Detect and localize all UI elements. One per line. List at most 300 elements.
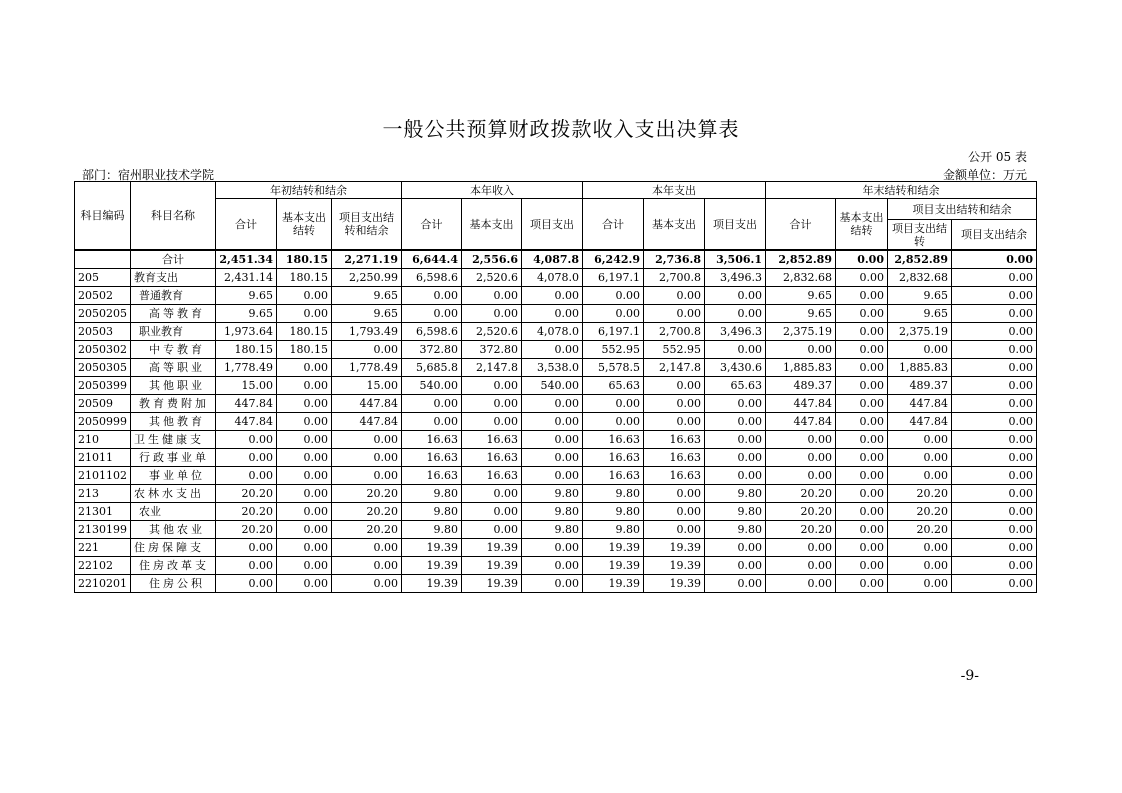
table-row xyxy=(75,305,1037,323)
row-name: 其他农业 xyxy=(131,521,216,539)
row-name: 住房改革支 xyxy=(131,557,216,575)
row-value: 0.00 xyxy=(462,377,522,395)
row-value: 19.39 xyxy=(462,539,522,557)
row-value: 0.00 xyxy=(644,287,705,305)
row-value: 447.84 xyxy=(888,413,952,431)
row-value: 0.00 xyxy=(766,539,836,557)
row-value: 19.39 xyxy=(583,575,644,593)
row-value: 0.00 xyxy=(277,395,332,413)
row-value: 19.39 xyxy=(402,557,462,575)
row-name: 农业 xyxy=(131,503,216,521)
row-value: 0.00 xyxy=(952,467,1037,485)
row-value: 447.84 xyxy=(766,413,836,431)
row-value: 0.00 xyxy=(705,557,766,575)
row-value: 540.00 xyxy=(522,377,583,395)
row-name: 卫生健康支 xyxy=(131,431,216,449)
row-value: 2,700.8 xyxy=(644,323,705,341)
row-value: 0.00 xyxy=(836,449,888,467)
row-value: 15.00 xyxy=(216,377,277,395)
row-value: 0.00 xyxy=(888,431,952,449)
row-value: 5,685.8 xyxy=(402,359,462,377)
row-value: 0.00 xyxy=(952,359,1037,377)
row-name: 其他职业 xyxy=(131,377,216,395)
row-code: 2050205 xyxy=(75,305,131,323)
row-value: 0.00 xyxy=(836,485,888,503)
row-name: 职业教育 xyxy=(131,323,216,341)
row-value: 0.00 xyxy=(277,377,332,395)
row-value: 16.63 xyxy=(644,431,705,449)
row-value: 16.63 xyxy=(583,449,644,467)
row-value: 0.00 xyxy=(952,377,1037,395)
row-name: 其他教育 xyxy=(131,413,216,431)
row-value: 0.00 xyxy=(644,377,705,395)
row-value: 65.63 xyxy=(705,377,766,395)
row-value: 180.15 xyxy=(216,341,277,359)
row-value: 0.00 xyxy=(277,359,332,377)
row-value: 9.80 xyxy=(705,485,766,503)
row-value: 0.00 xyxy=(522,467,583,485)
row-value: 0.00 xyxy=(705,287,766,305)
row-code: 2050399 xyxy=(75,377,131,395)
row-value: 447.84 xyxy=(766,395,836,413)
row-value: 0.00 xyxy=(277,287,332,305)
row-value: 0.00 xyxy=(766,431,836,449)
table-row xyxy=(75,521,1037,539)
row-value: 2,832.68 xyxy=(888,269,952,287)
total-cell: 180.15 xyxy=(277,250,332,269)
header-income-project: 项目支出 xyxy=(522,199,583,251)
row-value: 0.00 xyxy=(522,449,583,467)
row-value: 0.00 xyxy=(888,575,952,593)
row-value: 1,778.49 xyxy=(216,359,277,377)
document-title: 一般公共预算财政拨款收入支出决算表 xyxy=(382,117,740,141)
row-value: 20.20 xyxy=(332,485,402,503)
row-value: 0.00 xyxy=(277,305,332,323)
row-value: 0.00 xyxy=(836,557,888,575)
row-value: 372.80 xyxy=(462,341,522,359)
table-row xyxy=(75,431,1037,449)
row-value: 0.00 xyxy=(332,449,402,467)
row-value: 180.15 xyxy=(277,269,332,287)
total-cell: 2,736.8 xyxy=(644,250,705,269)
table-row xyxy=(75,341,1037,359)
table-row xyxy=(75,413,1037,431)
row-code: 221 xyxy=(75,539,131,557)
row-value: 0.00 xyxy=(332,557,402,575)
row-code: 21301 xyxy=(75,503,131,521)
row-value: 0.00 xyxy=(888,341,952,359)
total-code xyxy=(75,250,131,269)
table-row xyxy=(75,269,1037,287)
row-value: 16.63 xyxy=(644,467,705,485)
row-value: 2,832.68 xyxy=(766,269,836,287)
header-end: 年末结转和结余 xyxy=(766,182,1037,199)
row-value: 0.00 xyxy=(766,557,836,575)
row-value: 19.39 xyxy=(402,539,462,557)
header-begin-project-carry-balance: 项目支出结转和结余 xyxy=(332,199,402,251)
row-value: 3,538.0 xyxy=(522,359,583,377)
row-value: 0.00 xyxy=(332,341,402,359)
row-value: 2,700.8 xyxy=(644,269,705,287)
total-label: 合计 xyxy=(131,250,216,269)
row-value: 16.63 xyxy=(402,431,462,449)
row-value: 20.20 xyxy=(216,521,277,539)
row-value: 0.00 xyxy=(705,431,766,449)
row-code: 2050302 xyxy=(75,341,131,359)
row-value: 65.63 xyxy=(583,377,644,395)
row-value: 180.15 xyxy=(277,323,332,341)
row-value: 1,973.64 xyxy=(216,323,277,341)
row-value: 2,375.19 xyxy=(766,323,836,341)
total-cell: 0.00 xyxy=(836,250,888,269)
row-value: 0.00 xyxy=(216,575,277,593)
row-value: 0.00 xyxy=(705,575,766,593)
row-value: 0.00 xyxy=(952,485,1037,503)
row-value: 20.20 xyxy=(888,521,952,539)
row-value: 0.00 xyxy=(216,557,277,575)
row-value: 16.63 xyxy=(462,431,522,449)
total-cell: 2,271.19 xyxy=(332,250,402,269)
header-income: 本年收入 xyxy=(402,182,583,199)
row-value: 1,885.83 xyxy=(766,359,836,377)
row-value: 19.39 xyxy=(583,557,644,575)
total-row xyxy=(75,250,1037,269)
table-row xyxy=(75,359,1037,377)
row-value: 0.00 xyxy=(705,395,766,413)
row-value: 489.37 xyxy=(766,377,836,395)
row-value: 0.00 xyxy=(836,539,888,557)
row-value: 9.65 xyxy=(216,287,277,305)
row-value: 0.00 xyxy=(952,431,1037,449)
row-value: 0.00 xyxy=(522,395,583,413)
row-code: 20503 xyxy=(75,323,131,341)
row-value: 20.20 xyxy=(216,503,277,521)
row-value: 447.84 xyxy=(216,395,277,413)
row-value: 0.00 xyxy=(522,431,583,449)
table-row xyxy=(75,449,1037,467)
row-value: 16.63 xyxy=(462,467,522,485)
row-value: 6,197.1 xyxy=(583,323,644,341)
row-value: 0.00 xyxy=(332,431,402,449)
row-value: 372.80 xyxy=(402,341,462,359)
row-value: 0.00 xyxy=(705,305,766,323)
row-value: 0.00 xyxy=(836,503,888,521)
row-value: 0.00 xyxy=(277,467,332,485)
total-cell: 2,451.34 xyxy=(216,250,277,269)
row-value: 20.20 xyxy=(766,521,836,539)
row-value: 552.95 xyxy=(644,341,705,359)
row-code: 210 xyxy=(75,431,131,449)
row-name: 农林水支出 xyxy=(131,485,216,503)
row-code: 2210201 xyxy=(75,575,131,593)
header-code: 科目编码 xyxy=(75,182,131,251)
table-row xyxy=(75,539,1037,557)
row-value: 0.00 xyxy=(836,575,888,593)
row-value: 0.00 xyxy=(277,413,332,431)
row-value: 0.00 xyxy=(836,287,888,305)
row-name: 教育费附加 xyxy=(131,395,216,413)
total-cell: 6,242.9 xyxy=(583,250,644,269)
header-end-project-carry-and-balance: 项目支出结转和结余 xyxy=(888,199,1037,220)
row-value: 0.00 xyxy=(522,341,583,359)
row-value: 2,520.6 xyxy=(462,323,522,341)
header-income-total: 合计 xyxy=(402,199,462,251)
header-end-basic-carry: 基本支出结转 xyxy=(836,199,888,251)
row-value: 0.00 xyxy=(952,413,1037,431)
table-row xyxy=(75,323,1037,341)
row-code: 2050999 xyxy=(75,413,131,431)
row-name: 住房公积 xyxy=(131,575,216,593)
row-value: 0.00 xyxy=(462,305,522,323)
row-value: 9.80 xyxy=(402,503,462,521)
row-value: 447.84 xyxy=(216,413,277,431)
row-value: 0.00 xyxy=(522,539,583,557)
row-value: 3,496.3 xyxy=(705,269,766,287)
row-value: 6,598.6 xyxy=(402,323,462,341)
row-value: 0.00 xyxy=(836,467,888,485)
row-value: 0.00 xyxy=(644,413,705,431)
row-value: 0.00 xyxy=(583,305,644,323)
row-value: 0.00 xyxy=(402,287,462,305)
row-value: 9.65 xyxy=(766,305,836,323)
row-name: 中专教育 xyxy=(131,341,216,359)
row-value: 0.00 xyxy=(888,539,952,557)
header-expense-total: 合计 xyxy=(583,199,644,251)
row-value: 0.00 xyxy=(766,449,836,467)
row-name: 住房保障支 xyxy=(131,539,216,557)
row-value: 9.80 xyxy=(402,521,462,539)
row-value: 0.00 xyxy=(644,305,705,323)
header-begin-total: 合计 xyxy=(216,199,277,251)
row-code: 2130199 xyxy=(75,521,131,539)
row-value: 6,197.1 xyxy=(583,269,644,287)
row-value: 0.00 xyxy=(462,485,522,503)
row-value: 20.20 xyxy=(332,503,402,521)
row-value: 19.39 xyxy=(644,575,705,593)
row-value: 0.00 xyxy=(952,323,1037,341)
row-value: 489.37 xyxy=(888,377,952,395)
header-begin-basic-carry: 基本支出结转 xyxy=(277,199,332,251)
row-value: 0.00 xyxy=(888,467,952,485)
table-row xyxy=(75,287,1037,305)
total-cell: 6,644.4 xyxy=(402,250,462,269)
row-value: 0.00 xyxy=(705,467,766,485)
table-row xyxy=(75,503,1037,521)
row-value: 0.00 xyxy=(836,323,888,341)
row-value: 447.84 xyxy=(888,395,952,413)
row-value: 20.20 xyxy=(766,485,836,503)
total-cell: 0.00 xyxy=(952,250,1037,269)
row-value: 0.00 xyxy=(836,521,888,539)
row-value: 0.00 xyxy=(216,539,277,557)
row-value: 0.00 xyxy=(644,521,705,539)
row-value: 19.39 xyxy=(583,539,644,557)
header-end-project-balance: 项目支出结余 xyxy=(952,220,1037,251)
row-code: 205 xyxy=(75,269,131,287)
row-value: 16.63 xyxy=(644,449,705,467)
row-value: 4,078.0 xyxy=(522,323,583,341)
row-value: 0.00 xyxy=(766,467,836,485)
row-value: 9.80 xyxy=(522,521,583,539)
total-cell: 4,087.8 xyxy=(522,250,583,269)
row-value: 0.00 xyxy=(216,431,277,449)
row-value: 0.00 xyxy=(644,485,705,503)
row-value: 0.00 xyxy=(836,377,888,395)
row-value: 9.65 xyxy=(766,287,836,305)
row-value: 2,520.6 xyxy=(462,269,522,287)
row-value: 19.39 xyxy=(402,575,462,593)
row-code: 20509 xyxy=(75,395,131,413)
row-value: 0.00 xyxy=(462,395,522,413)
row-value: 0.00 xyxy=(888,557,952,575)
row-value: 15.00 xyxy=(332,377,402,395)
row-value: 9.80 xyxy=(583,485,644,503)
row-value: 0.00 xyxy=(332,575,402,593)
row-value: 9.65 xyxy=(332,287,402,305)
row-name: 高等教育 xyxy=(131,305,216,323)
row-value: 20.20 xyxy=(888,503,952,521)
header-name: 科目名称 xyxy=(131,182,216,251)
row-value: 2,147.8 xyxy=(462,359,522,377)
row-value: 0.00 xyxy=(952,503,1037,521)
row-value: 540.00 xyxy=(402,377,462,395)
table-row xyxy=(75,557,1037,575)
row-value: 9.65 xyxy=(888,287,952,305)
row-value: 1,793.49 xyxy=(332,323,402,341)
row-value: 0.00 xyxy=(644,503,705,521)
row-value: 0.00 xyxy=(583,287,644,305)
row-value: 0.00 xyxy=(402,413,462,431)
row-value: 20.20 xyxy=(216,485,277,503)
row-value: 4,078.0 xyxy=(522,269,583,287)
row-value: 2,375.19 xyxy=(888,323,952,341)
row-value: 0.00 xyxy=(522,413,583,431)
row-value: 0.00 xyxy=(952,341,1037,359)
row-value: 0.00 xyxy=(277,503,332,521)
row-value: 0.00 xyxy=(952,521,1037,539)
row-value: 19.39 xyxy=(644,557,705,575)
row-value: 0.00 xyxy=(277,521,332,539)
row-value: 0.00 xyxy=(836,305,888,323)
row-value: 0.00 xyxy=(836,395,888,413)
row-value: 447.84 xyxy=(332,413,402,431)
row-value: 0.00 xyxy=(277,431,332,449)
table-row xyxy=(75,395,1037,413)
header-end-total: 合计 xyxy=(766,199,836,251)
row-value: 0.00 xyxy=(766,341,836,359)
row-value: 0.00 xyxy=(216,449,277,467)
row-value: 1,885.83 xyxy=(888,359,952,377)
row-value: 0.00 xyxy=(952,287,1037,305)
table-row xyxy=(75,575,1037,593)
row-value: 0.00 xyxy=(522,287,583,305)
row-value: 9.65 xyxy=(888,305,952,323)
row-value: 0.00 xyxy=(705,539,766,557)
row-value: 0.00 xyxy=(402,305,462,323)
header-row-2 xyxy=(75,199,1037,220)
total-cell: 2,556.6 xyxy=(462,250,522,269)
row-value: 0.00 xyxy=(952,305,1037,323)
row-value: 9.65 xyxy=(332,305,402,323)
table-body xyxy=(75,250,1037,593)
form-number: 公开 05 表 xyxy=(968,150,1027,164)
row-value: 0.00 xyxy=(462,503,522,521)
row-value: 16.63 xyxy=(462,449,522,467)
row-value: 0.00 xyxy=(705,341,766,359)
row-value: 2,147.8 xyxy=(644,359,705,377)
row-value: 0.00 xyxy=(277,449,332,467)
row-value: 0.00 xyxy=(522,575,583,593)
row-value: 9.80 xyxy=(705,521,766,539)
row-code: 21011 xyxy=(75,449,131,467)
row-value: 0.00 xyxy=(952,575,1037,593)
row-value: 0.00 xyxy=(277,485,332,503)
header-expense-basic: 基本支出 xyxy=(644,199,705,251)
department-label: 部门：宿州职业技术学院 xyxy=(82,168,215,182)
row-value: 0.00 xyxy=(836,269,888,287)
budget-table xyxy=(74,181,1037,593)
unit-label: 金额单位：万元 xyxy=(942,168,1027,182)
row-value: 0.00 xyxy=(952,395,1037,413)
row-code: 2050305 xyxy=(75,359,131,377)
row-value: 0.00 xyxy=(644,395,705,413)
row-value: 0.00 xyxy=(952,539,1037,557)
row-value: 20.20 xyxy=(332,521,402,539)
row-code: 213 xyxy=(75,485,131,503)
total-cell: 2,852.89 xyxy=(766,250,836,269)
row-value: 19.39 xyxy=(462,575,522,593)
row-value: 0.00 xyxy=(462,287,522,305)
row-value: 0.00 xyxy=(216,467,277,485)
total-cell: 2,852.89 xyxy=(888,250,952,269)
total-cell: 3,506.1 xyxy=(705,250,766,269)
row-value: 9.80 xyxy=(522,503,583,521)
row-name: 行政事业单 xyxy=(131,449,216,467)
row-name: 高等职业 xyxy=(131,359,216,377)
row-value: 0.00 xyxy=(705,449,766,467)
row-value: 0.00 xyxy=(332,467,402,485)
row-value: 0.00 xyxy=(583,413,644,431)
row-value: 0.00 xyxy=(836,341,888,359)
row-value: 0.00 xyxy=(462,413,522,431)
row-value: 0.00 xyxy=(277,539,332,557)
row-value: 0.00 xyxy=(836,431,888,449)
row-value: 0.00 xyxy=(705,413,766,431)
row-name: 普通教育 xyxy=(131,287,216,305)
row-value: 6,598.6 xyxy=(402,269,462,287)
row-value: 447.84 xyxy=(332,395,402,413)
row-value: 9.80 xyxy=(705,503,766,521)
header-expense-project: 项目支出 xyxy=(705,199,766,251)
row-value: 3,430.6 xyxy=(705,359,766,377)
row-code: 2101102 xyxy=(75,467,131,485)
row-value: 0.00 xyxy=(836,359,888,377)
row-value: 2,250.99 xyxy=(332,269,402,287)
row-name: 教育支出 xyxy=(131,269,216,287)
row-value: 0.00 xyxy=(583,395,644,413)
row-value: 180.15 xyxy=(277,341,332,359)
row-value: 2,431.14 xyxy=(216,269,277,287)
row-value: 16.63 xyxy=(583,431,644,449)
row-value: 9.65 xyxy=(216,305,277,323)
header-begin: 年初结转和结余 xyxy=(216,182,402,199)
header-end-project-carry: 项目支出结转 xyxy=(888,220,952,251)
row-value: 0.00 xyxy=(332,539,402,557)
row-value: 0.00 xyxy=(462,521,522,539)
row-value: 9.80 xyxy=(402,485,462,503)
row-value: 0.00 xyxy=(952,557,1037,575)
row-value: 0.00 xyxy=(766,575,836,593)
